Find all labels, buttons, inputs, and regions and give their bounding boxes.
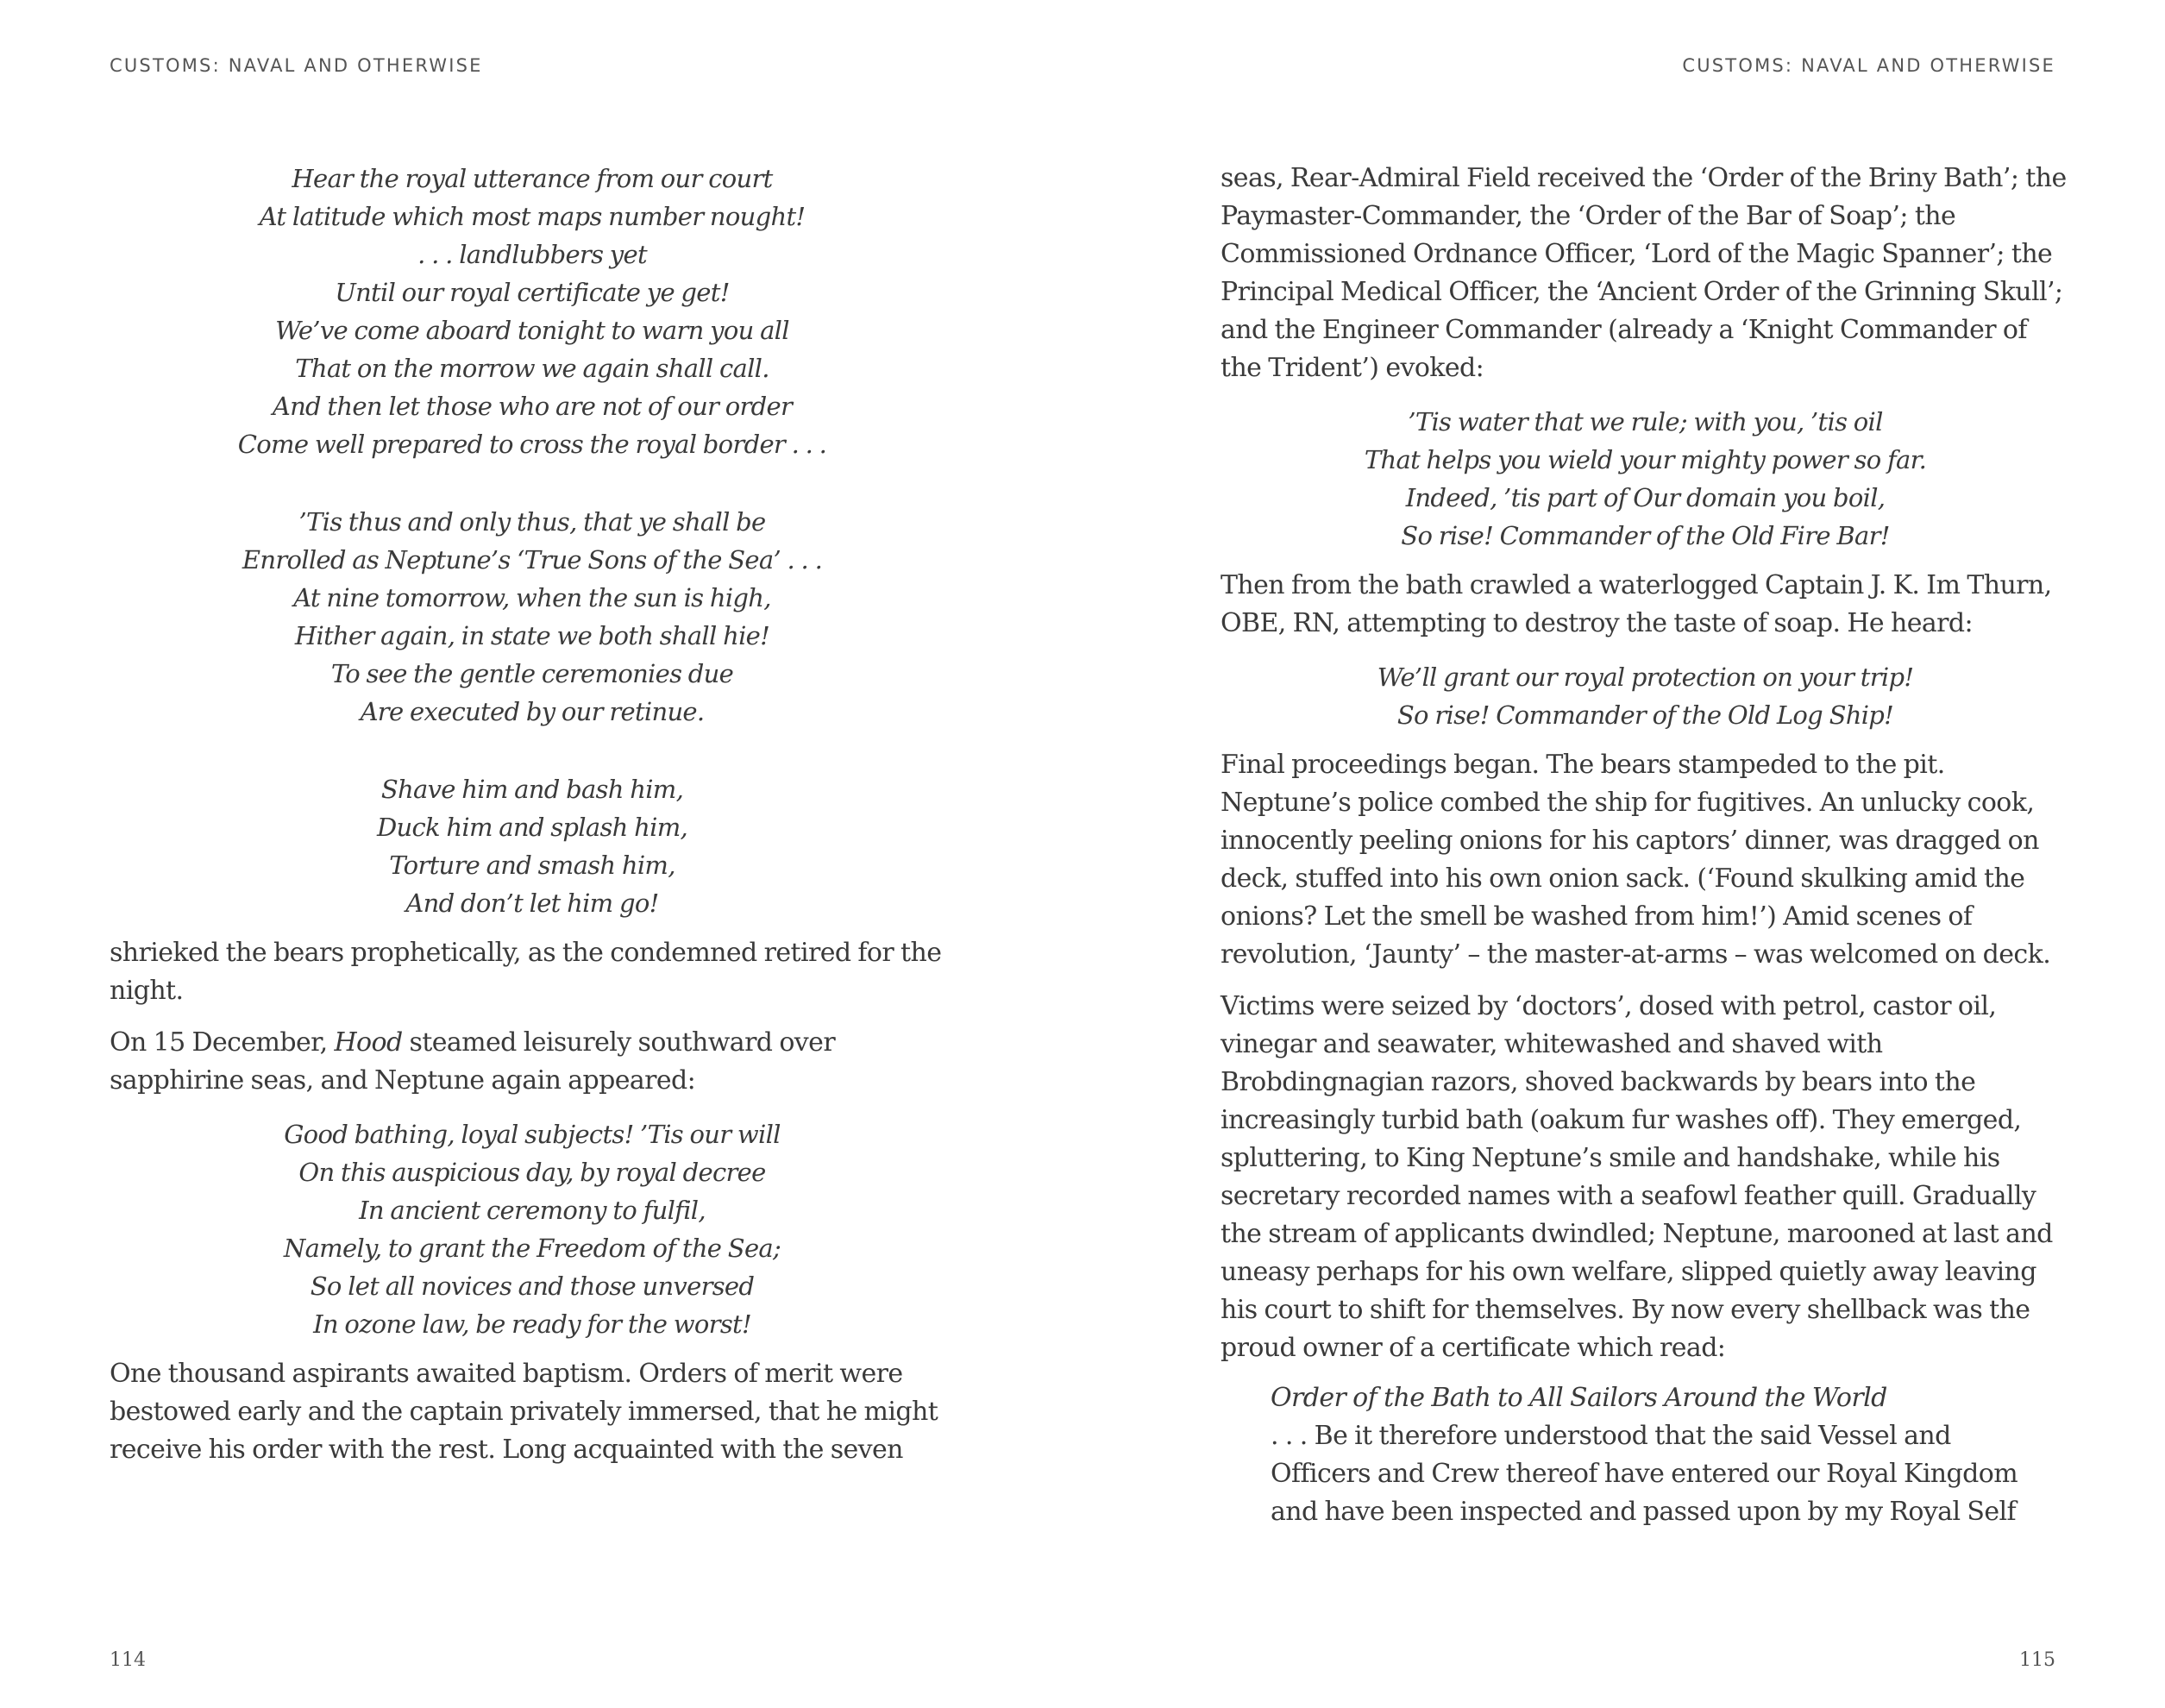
verse-line: To see the gentle ceremonies due [330,659,734,688]
verse-line: Enrolled as Neptune’s ‘True Sons of the Sea’ . . . [242,545,823,575]
verse-line: Torture and smash him, [389,851,675,880]
verse-line: That helps you wield your mighty power so far. [1364,445,1927,474]
right-page [1082,0,2165,1708]
verse-line: So rise! Commander of the Old Fire Bar! [1401,521,1890,550]
verse-stanza [110,503,955,731]
verse-stanza [110,160,955,463]
verse-line: ’Tis water that we rule; with you, ’tis oil [1408,407,1883,436]
verse-line: We’ll grant our royal protection on your trip! [1377,662,1914,692]
verse-line: Shave him and bash him, [380,775,684,804]
certificate-quote [1271,1379,2070,1531]
verse-line: Good bathing, loyal subjects! ’Tis our will [284,1120,781,1149]
ship-name: Hood [334,1027,403,1058]
paragraph: shrieked the bears prophetically, as the condemned retired for the night. [110,938,942,1006]
verse-line: Are executed by our retinue. [360,697,705,726]
certificate-line: Officers and Crew thereof have entered our Royal Kingdom [1271,1459,2018,1489]
verse-line: We’ve come aboard tonight to warn you all [275,316,789,345]
paragraph: Victims were seized by ‘doctors’, dosed with petrol, castor oil, vinegar and seawater, whitewashed and shaved with Brobdingnagian razors, shoved backwards by bears into the increasingly turbid bath (oakum fur washes off). They emerged, spluttering, to King Neptune’s smile and handshake, while his secretary recorded names with a seafowl feather quill. Gradually the stream of applicants dwindled; Neptune, marooned at last and uneasy perhaps for his own welfare, slipped quietly away leaving his court to shift for themselves. By now every shellback was the proud owner of a certificate which read: [1221,991,2053,1363]
paragraph: Final proceedings began. The bears stampeded to the pit. Neptune’s police combed the ship for fugitives. An unlucky cook, innocently peeling onions for his captors’ dinner, was dragged on deck, stuffed into his own onion sack. (‘Found skulking amid the onions? Let the smell be washed from him!’) Amid scenes of revolution, ‘Jaunty’ – the master-at-arms – was welcomed on deck. [1221,750,2051,970]
running-head: CUSTOMS: NAVAL AND OTHERWISE [1682,55,2055,76]
paragraph: Then from the bath crawled a waterlogged Captain J. K. Im Thurn, OBE, RN, attempting to destroy the taste of soap. He heard: [1221,570,2052,638]
verse-stanza [1221,403,2070,555]
page-number: 114 [110,1649,146,1671]
paragraph: One thousand aspirants awaited baptism. Orders of merit were bestowed early and the captain privately immersed, that he might receive his order with the rest. Long acquainted with the seven [110,1359,938,1465]
verse-line: In ancient ceremony to fulfil, [359,1196,706,1225]
verse-line: That on the morrow we again shall call. [295,354,769,383]
verse-stanza [110,770,955,922]
verse-line: And then let those who are not of our order [272,392,793,421]
verse-line: Hither again, in state we both shall hie! [294,621,770,650]
verse-line: And don’t let him go! [405,889,659,918]
verse-line: Come well prepared to cross the royal border . . . [237,430,827,459]
paragraph: seas, Rear-Admiral Field received the ‘Order of the Briny Bath’; the Paymaster-Commander, the ‘Order of the Bar of Soap’; the Commissioned Ordnance Officer, ‘Lord of the Magic Spanner’; the Principal Medical Officer, the ‘Ancient Order of the Grinning Skull’; and the Engineer Commander (already a ‘Knight Commander of the Trident’) evoked: [1221,163,2067,383]
verse-line: Until our royal certificate ye get! [335,278,730,307]
verse-line: At latitude which most maps number nought! [259,202,806,231]
verse-line: Hear the royal utterance from our court [292,164,773,193]
verse-line: So let all novices and those unversed [310,1272,755,1301]
verse-line: . . . landlubbers yet [417,240,647,269]
verse-line: At nine tomorrow, when the sun is high, [293,583,771,612]
paragraph [110,1024,955,1100]
certificate-title: Order of the Bath to All Sailors Around the World [1271,1383,1887,1413]
verse-stanza [1221,658,2070,734]
verse-line: On this auspicious day, by royal decree [298,1158,766,1187]
verse-stanza [110,1115,955,1343]
left-page [0,0,1082,1708]
page-number: 115 [2019,1649,2055,1671]
text-column [1221,160,2070,1531]
verse-line: ’Tis thus and only thus, that ye shall be [298,507,766,537]
verse-line: In ozone law, be ready for the worst! [313,1309,751,1339]
certificate-line: . . . Be it therefore understood that the said Vessel and [1271,1421,1951,1451]
paragraph-text: steamed leisurely southward over sapphirine seas, and Neptune again appeared: [110,1027,836,1096]
certificate-line: and have been inspected and passed upon by my Royal Self [1271,1497,2016,1527]
verse-line: Duck him and splash him, [376,813,688,842]
verse-line: Indeed, ’tis part of Our domain you boil, [1405,483,1886,512]
paragraph-text: On 15 December, [110,1027,335,1058]
running-head: CUSTOMS: NAVAL AND OTHERWISE [110,55,483,76]
verse-line: Namely, to grant the Freedom of the Sea; [283,1234,781,1263]
verse-line: So rise! Commander of the Old Log Ship! [1396,700,1894,730]
text-column [110,160,955,1469]
